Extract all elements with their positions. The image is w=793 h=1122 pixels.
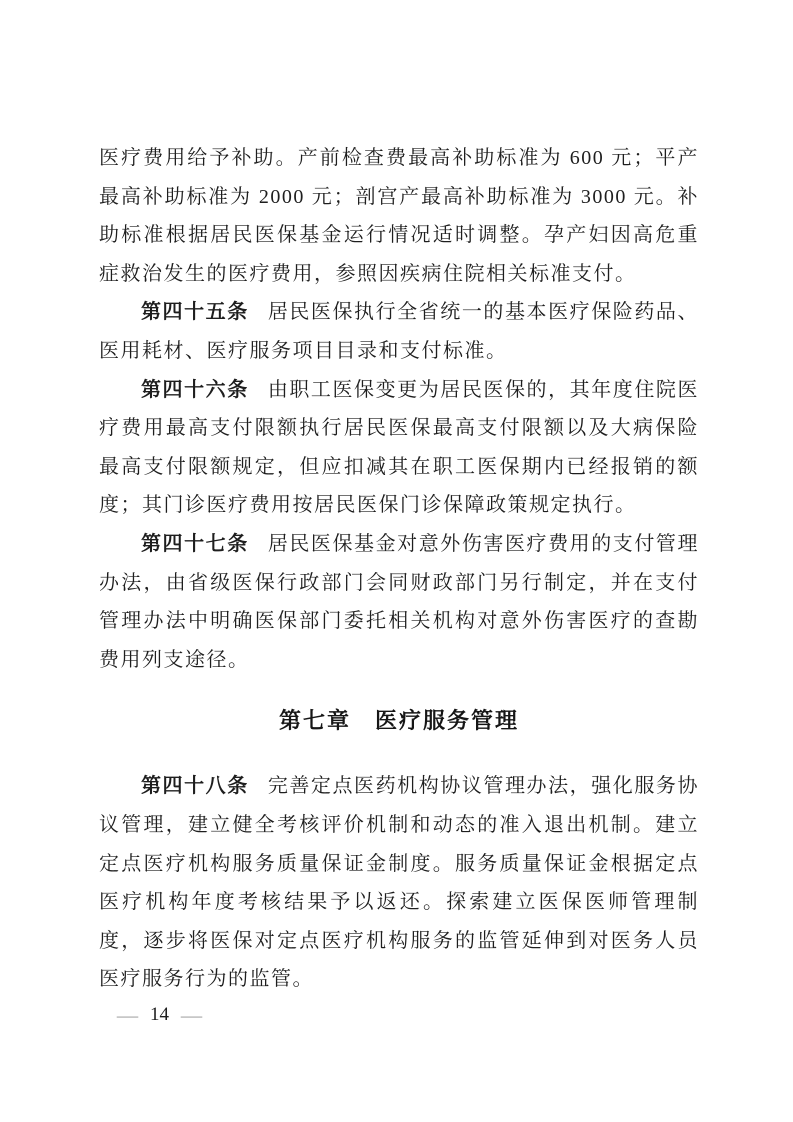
article-47-text: 居民医保基金对意外伤害医疗费用的支付管理办法，由省级医保行政部门会同财政部门另行制定，并在支付管理办法中明确医保部门委托相关机构对意外伤害医疗的查勘费用列支途径。 [99,532,699,671]
article-45-text: 居民医保执行全省统一的基本医疗保险药品、医用耗材、医疗服务项目目录和支付标准。 [99,301,699,362]
article-48-number: 第四十八条 [141,775,249,798]
page-number [116,1004,203,1026]
article-47-number: 第四十七条 [141,532,249,555]
article-48-text: 完善定点医药机构协议管理办法，强化服务协议管理，建立健全考核评价机制和动态的准入退出机制。建立定点医疗机构服务质量保证金制度。服务质量保证金根据定点医疗机构年度考核结果予以返还。探索建立医保医师管理制度，逐步将医保对定点医疗机构服务的监管延伸到对医务人员医疗服务行为的监管。 [99,775,699,991]
paragraph-continuation: 医疗费用给予补助。产前检查费最高补助标准为 600 元；平产最高补助标准为 2000 元；剖宫产最高补助标准为 3000 元。补助标准根据居民医保基金运行情况适时调整。孕产妇因高危重症救治发生的医疗费用，参照因疾病住院相关标准支付。 [99,147,699,285]
article-46-number: 第四十六条 [141,378,249,401]
document-body [99,139,699,999]
article-48 [99,767,699,999]
article-46-text: 由职工医保变更为居民医保的，其年度住院医疗费用最高支付限额执行居民医保最高支付限额以及大病保险最高支付限额规定，但应扣减其在职工医保期内已经报销的额度；其门诊医疗费用按居民医保门诊保障政策规定执行。 [99,378,699,517]
page-number-value: 14 [150,1004,169,1025]
article-45-number: 第四十五条 [141,301,249,324]
article-46 [99,371,699,525]
page-number-dash-left: — [116,1005,139,1025]
page-number-dash-right: — [180,1005,203,1025]
article-45 [99,293,699,370]
article-47 [99,525,699,679]
chapter-heading: 第七章 医疗服务管理 [278,708,519,734]
